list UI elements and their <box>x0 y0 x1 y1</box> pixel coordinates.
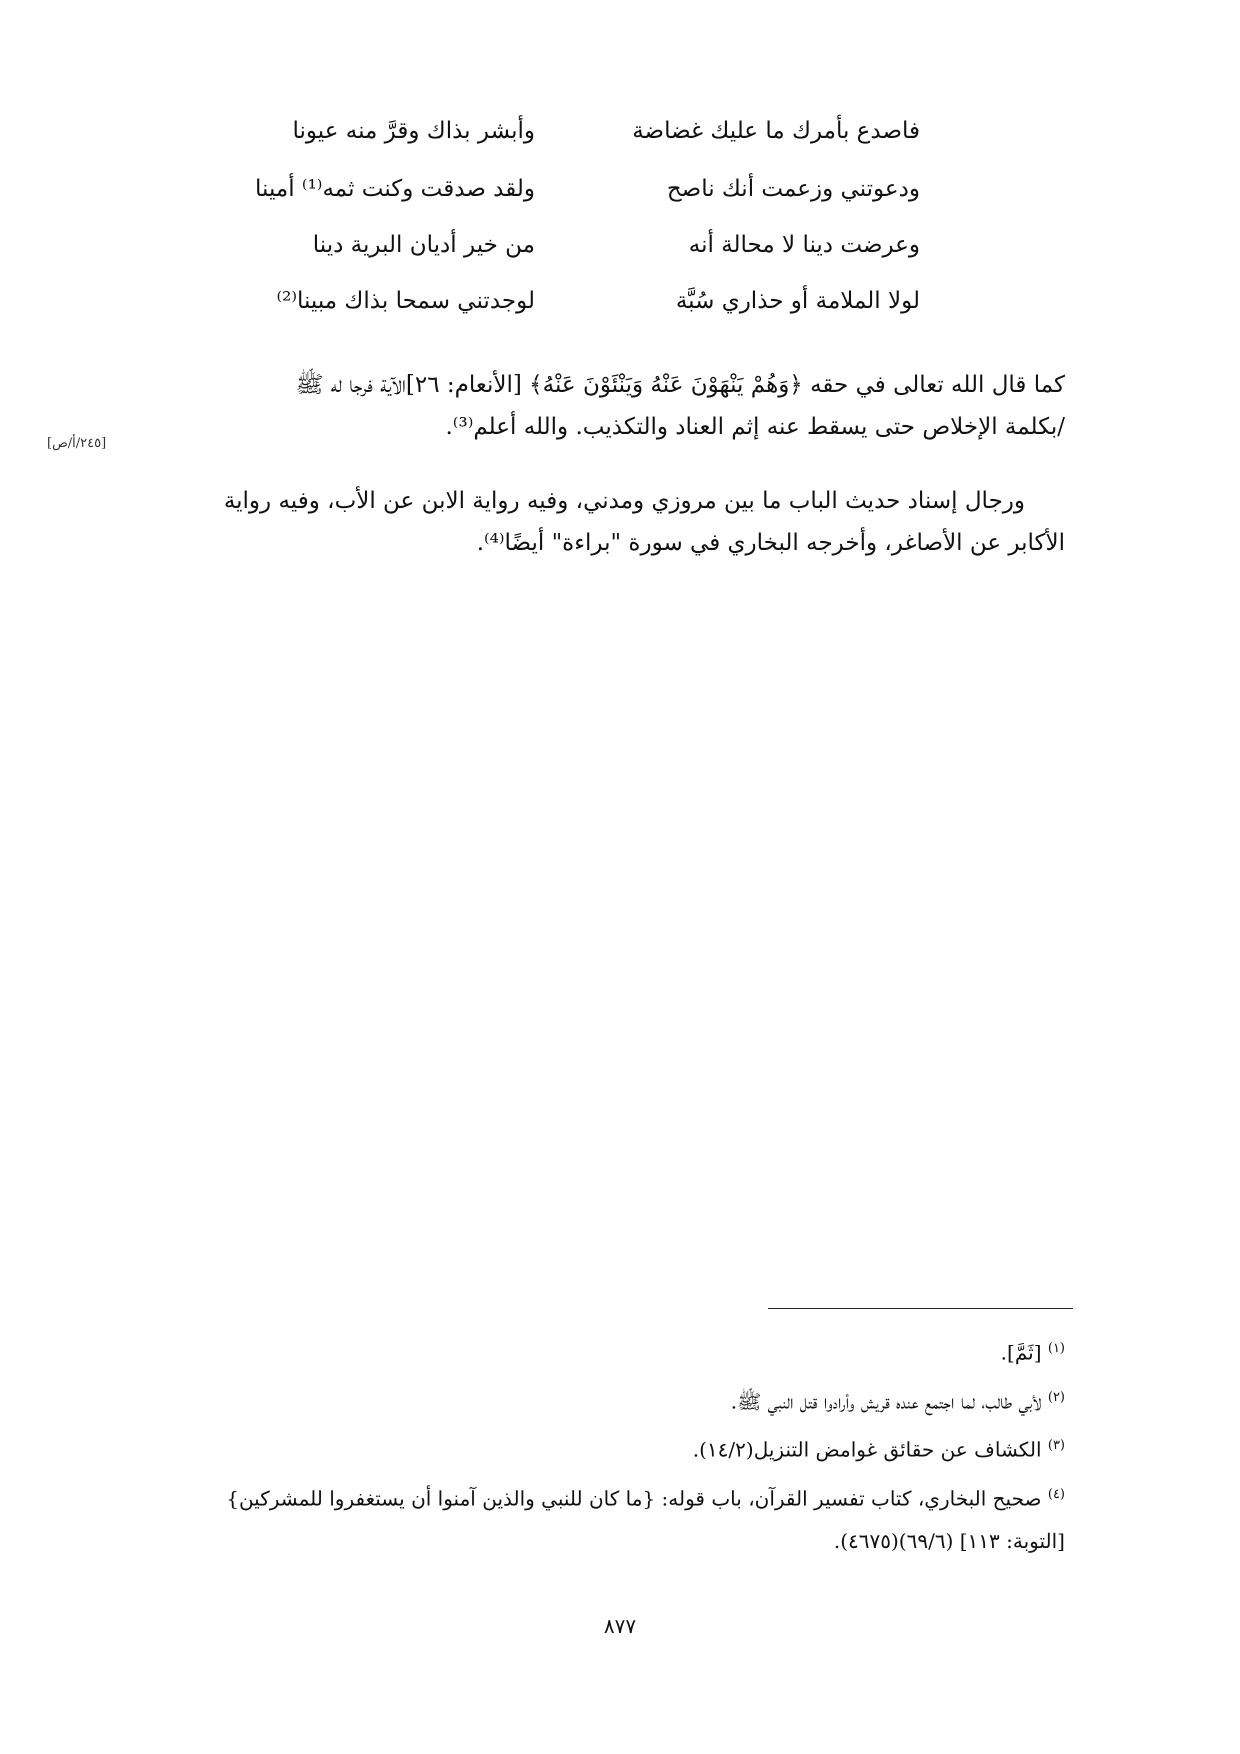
verse-line <box>0 232 1240 272</box>
footnote-number: (٤) <box>1047 1486 1065 1502</box>
footnote-text: [ثَمَّ]. <box>1000 1340 1042 1365</box>
footnote-text: الكشاف عن حقائق غوامض التنزيل(١٤/٢). <box>692 1437 1042 1462</box>
footnote-separator <box>768 1308 1073 1309</box>
footnote-text-continued: [التوبة: ١١٣] (٦٩/٦)(٤٦٧٥). <box>833 1528 1065 1553</box>
footnote <box>175 1480 1065 1556</box>
paragraph-quran-citation <box>175 364 1065 448</box>
footnote-number: (٢) <box>1047 1389 1065 1405</box>
verse-second-hemistich: لوجدتني سمحا بذاك مبينا⁽²⁾ <box>276 288 535 314</box>
verse-line <box>0 288 1240 328</box>
verse-second-hemistich: ولقد صدقت وكنت ثمه⁽¹⁾ أمينا <box>255 176 535 202</box>
paragraph-isnad <box>175 480 1065 564</box>
footnote-text: لأبي طالب، لما اجتمع عنده قريش وأرادوا قتل النبي ﷺ. <box>730 1389 1042 1414</box>
footnote-number: (٣) <box>1047 1438 1065 1454</box>
footnote-number: (١) <box>1047 1341 1065 1356</box>
paragraph-line: الأكابر عن الأصاغر، وأخرجه البخاري في سورة "براءة" أيضًا⁽⁴⁾. <box>476 530 1065 556</box>
verse-first-hemistich: وعرضت دينا لا محالة أنه <box>688 232 920 258</box>
footnote <box>175 1334 1065 1368</box>
verse-second-hemistich: من خير أديان البرية دينا <box>312 232 535 258</box>
paragraph-line: ورجال إسناد حديث الباب ما بين مروزي ومدني، وفيه رواية الابن عن الأب، وفيه رواية <box>223 488 1025 514</box>
paragraph-line: كما قال الله تعالى في حقه ﴿وَهُمْ يَنْهَوْنَ عَنْهُ وَيَنْئَوْنَ عَنْهُ﴾ [الأنعام: ٢٦]الآية فرجا له ﷺ <box>295 372 1065 398</box>
footnotes <box>175 1334 1065 1571</box>
verse-second-hemistich: وأبشر بذاك وقرَّ منه عيونا <box>292 118 535 144</box>
footnote-text: صحيح البخاري، كتاب تفسير القرآن، باب قوله: {ما كان للنبي والذين آمنوا أن يستغفروا للمشركين} <box>226 1486 1042 1511</box>
page-number: ٨٧٧ <box>603 1614 637 1638</box>
footnote <box>175 1431 1065 1465</box>
verse-line <box>0 176 1240 216</box>
footnote <box>175 1383 1065 1417</box>
verse-first-hemistich: فاصدع بأمرك ما عليك غضاضة <box>632 118 920 144</box>
verse-first-hemistich: ودعوتني وزعمت أنك ناصح <box>666 176 920 202</box>
verse-first-hemistich: لولا الملامة أو حذاري سُبَّة <box>675 288 920 314</box>
verse-line <box>0 118 1240 158</box>
margin-manuscript-reference: [٢٤٥/أ/ص] <box>47 436 107 451</box>
paragraph-line: /بكلمة الإخلاص حتى يسقط عنه إثم العناد والتكذيب. والله أعلم⁽³⁾. <box>445 414 1065 440</box>
